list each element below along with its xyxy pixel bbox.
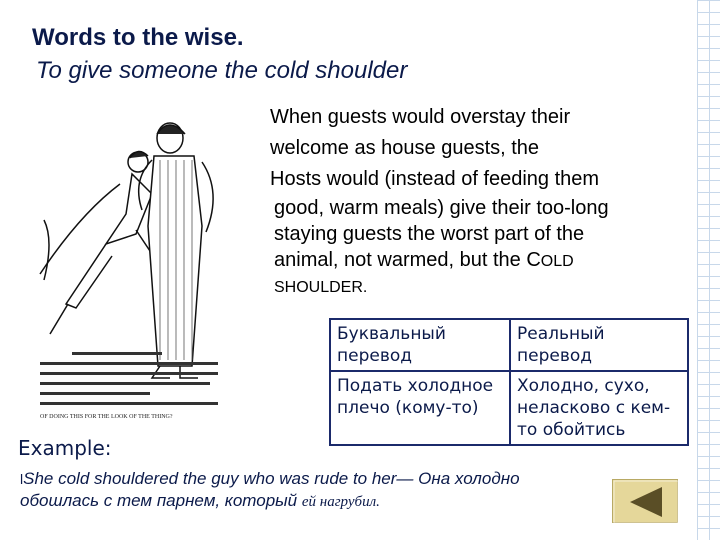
- table-row: [330, 371, 688, 445]
- explanation-text: [270, 102, 694, 301]
- back-arrow-icon: [613, 480, 679, 524]
- explanation-line-6: [270, 247, 694, 275]
- explanation-line-3: Hosts would (instead of feeding them: [270, 168, 600, 190]
- example-sentence: [20, 468, 580, 513]
- header-literal: Буквальный перевод: [330, 319, 510, 371]
- cell-literal: Подать холодное плечо (кому-то): [330, 371, 510, 445]
- cell-real: Холодно, сухо, неласково с кем-то обойтись: [510, 371, 688, 445]
- explanation-line-2: welcome as house guests, the: [270, 137, 540, 159]
- explanation-line-5: staying guests the worst part of the: [274, 223, 585, 245]
- table-row: [330, 319, 688, 371]
- explanation-line-6-caps: OLD: [540, 253, 574, 270]
- illustration-caption: OF DOING THIS FOR THE LOOK OF THE THING?: [40, 414, 173, 420]
- decorative-grid: [697, 0, 720, 540]
- explanation-line-6-main: animal, not warmed, but the C: [274, 249, 541, 271]
- cartoon-illustration-icon: [20, 100, 232, 420]
- translation-table: [329, 318, 689, 446]
- example-text-tail: ей нагрубил.: [301, 494, 380, 510]
- back-button[interactable]: [612, 479, 678, 523]
- explanation-line-4: good, warm meals) give their too-long: [274, 197, 609, 219]
- example-label: Example:: [18, 436, 112, 460]
- bullet-icon: l: [20, 471, 24, 487]
- example-text-main: She cold shouldered the guy who was rude to her— Она холодно обошлась с тем парнем, который: [20, 469, 520, 510]
- header-real: Реальный перевод: [510, 319, 688, 371]
- slide-subtitle: To give someone the cold shoulder: [36, 57, 408, 84]
- explanation-line-7: SHOULDER.: [274, 279, 368, 296]
- slide-title: Words to the wise.: [32, 24, 244, 51]
- explanation-line-1: When guests would overstay their: [270, 106, 571, 128]
